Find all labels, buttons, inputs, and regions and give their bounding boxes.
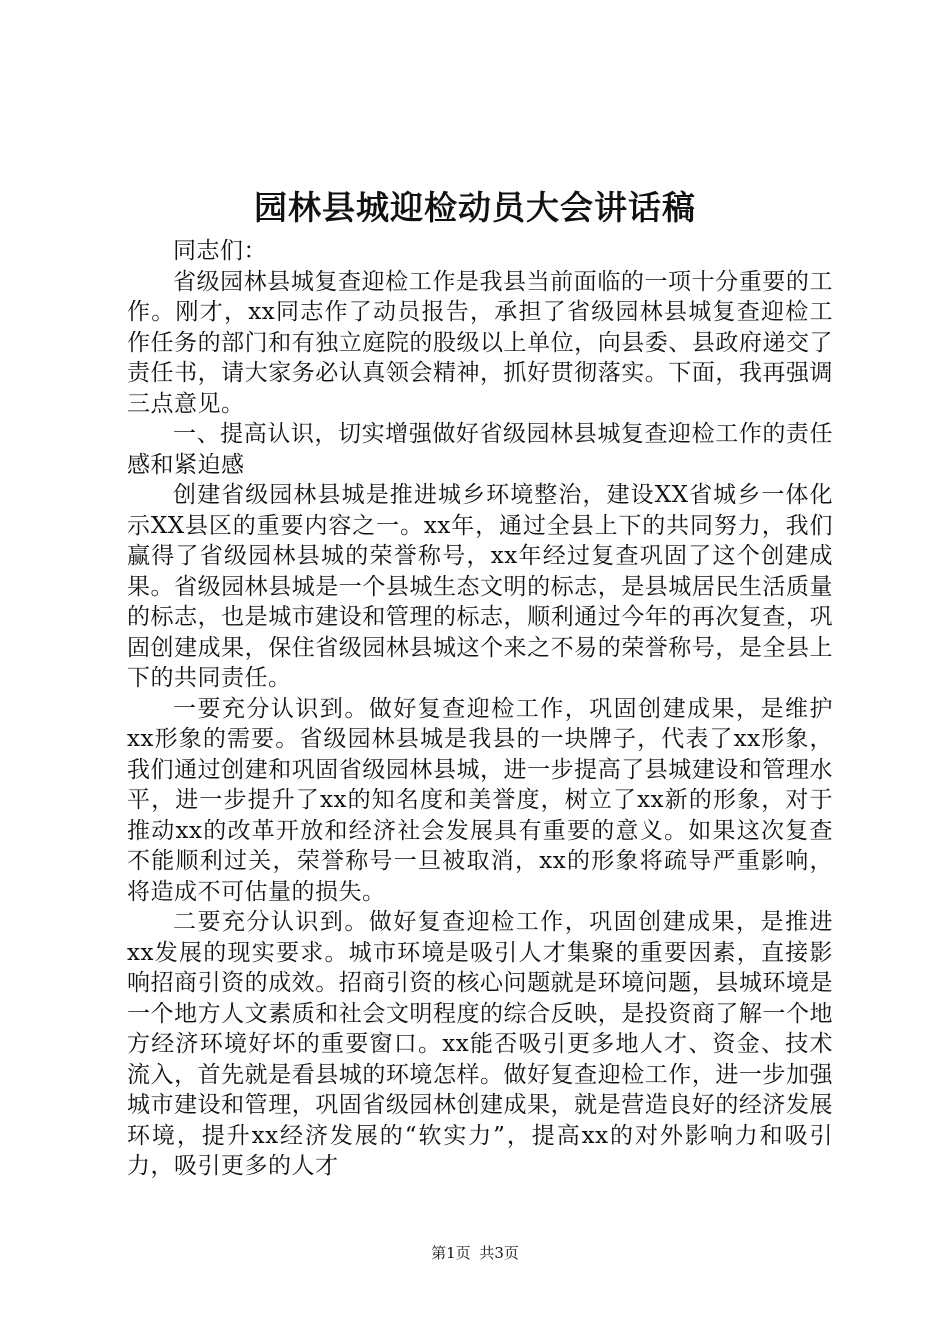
body-paragraph: 一要充分认识到。做好复查迎检工作，巩固创建成果，是维护xx形象的需要。省级园林县城是我县的一块牌子，代表了xx形象，我们通过创建和巩固省级园林县城，进一步提高了县城建设和管理水平，进一步提升了xx的知名度和美誉度，树立了xx新的形象，对于推动xx的改革开放和经济社会发展具有重要的意义。如果这次复查不能顺利过关，荣誉称号一旦被取消，xx的形象将疏导严重影响，将造成不可估量的损失。 bbox=[127, 695, 833, 905]
page-total: 共3页 bbox=[479, 1244, 519, 1262]
section-heading: 一、提高认识，切实增强做好省级园林县城复查迎检工作的责任感和紧迫感 bbox=[127, 421, 833, 478]
document-body bbox=[127, 236, 833, 1182]
body-paragraph: 创建省级园林县城是推进城乡环境整治，建设XX省城乡一体化示XX县区的重要内容之一。xx年，通过全县上下的共同努力，我们赢得了省级园林县城的荣誉称号，xx年经过复查巩固了这个创建成果。省级园林县城是一个县城生态文明的标志，是县城居民生活质量的标志，也是城市建设和管理的标志，顺利通过今年的再次复查，巩固创建成果，保住省级园林县城这个来之不易的荣誉称号，是全县上下的共同责任。 bbox=[127, 482, 833, 691]
body-paragraph: 二要充分认识到。做好复查迎检工作，巩固创建成果，是推进xx发展的现实要求。城市环境是吸引人才集聚的重要因素，直接影响招商引资的成效。招商引资的核心问题就是环境问题，县城环境是一个地方人文素质和社会文明程度的综合反映，是投资商了解一个地方经济环境好坏的重要窗口。xx能否吸引更多地人才、资金、技术流入，首先就是看县城的环境怎样。做好复查迎检工作，进一步加强城市建设和管理，巩固省级园林创建成果，就是营造良好的经济发展环境，提升xx经济发展的“软实力”，提高xx的对外影响力和吸引力，吸引更多的人才 bbox=[127, 909, 833, 1179]
page-footer bbox=[0, 1243, 950, 1263]
document-title: 园林县城迎检动员大会讲话稿 bbox=[254, 188, 696, 227]
salutation-paragraph: 同志们： bbox=[173, 238, 267, 264]
page-number: 第1页 bbox=[431, 1244, 471, 1262]
intro-paragraph: 省级园林县城复查迎检工作是我县当前面临的一项十分重要的工作。刚才，xx同志作了动员报告，承担了省级园林县城复查迎检工作任务的部门和有独立庭院的股级以上单位，向县委、县政府递交了责任书，请大家务必认真领会精神，抓好贯彻落实。下面，我再强调三点意见。 bbox=[127, 268, 833, 417]
